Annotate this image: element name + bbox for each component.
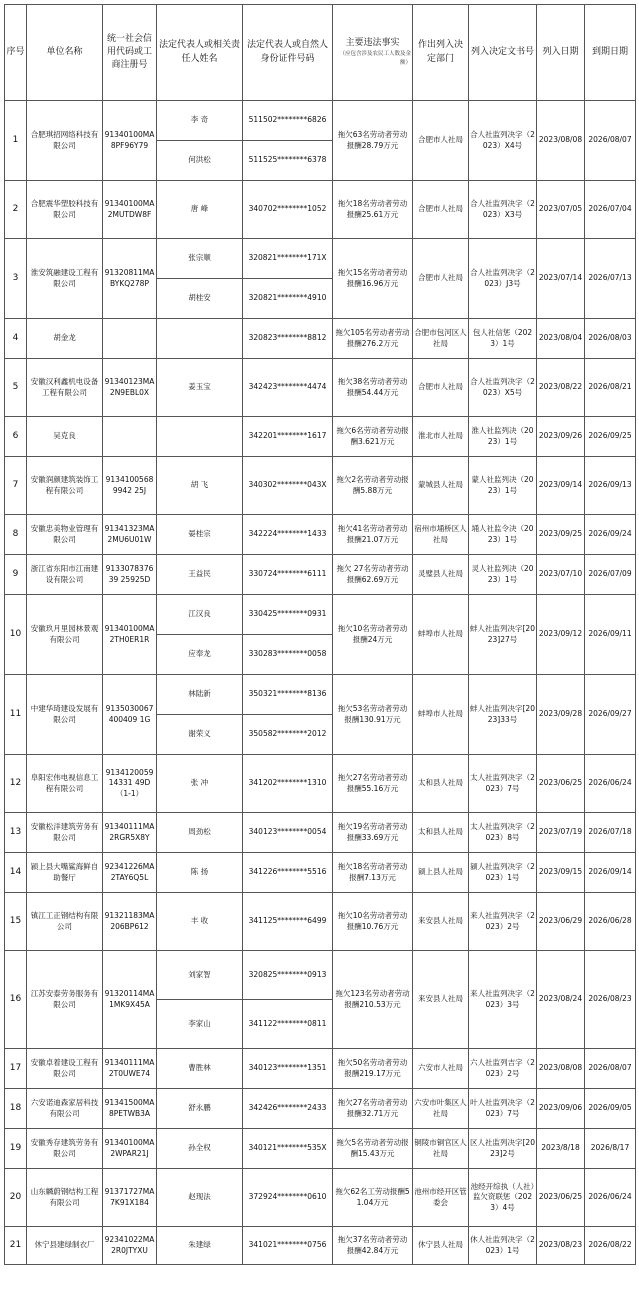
- table-row: [5, 675, 636, 715]
- person-name-cell: 胡桂安: [157, 279, 243, 319]
- person-name-cell: 谢荣义: [157, 715, 243, 755]
- listing-date-cell: 2023/08/08: [537, 1049, 585, 1089]
- id-number-cell: 342201********1617: [243, 417, 333, 457]
- listing-date-cell: 2023/06/25: [537, 755, 585, 813]
- id-number-cell: 341202********1310: [243, 755, 333, 813]
- seq-cell: 18: [5, 1089, 27, 1129]
- person-name-cell: 李家山: [157, 1000, 243, 1049]
- person-name-cell: 陈 扬: [157, 853, 243, 893]
- department-cell: 六安市人社局: [413, 1049, 469, 1089]
- violation-facts-cell: 拖欠15名劳动者劳动报酬16.96万元: [333, 239, 413, 319]
- table-row: [5, 101, 636, 141]
- credit-code-cell: 913307837639 25925D: [103, 555, 157, 595]
- header-facts: [333, 5, 413, 101]
- seq-cell: 19: [5, 1129, 27, 1169]
- credit-code-cell: 91341323MA2MU6U01W: [103, 515, 157, 555]
- header-person: 法定代表人或相关责任人姓名: [157, 5, 243, 101]
- person-name-cell: 刘家智: [157, 951, 243, 1000]
- violation-facts-cell: 拖欠18名劳动者劳动报酬25.61万元: [333, 181, 413, 239]
- header-unit: 单位名称: [27, 5, 103, 101]
- violation-facts-cell: 拖欠41名劳动者劳动报酬21.07万元: [333, 515, 413, 555]
- expiry-date-cell: 2026/09/05: [585, 1089, 636, 1129]
- person-name-cell: 张宗顺: [157, 239, 243, 279]
- listing-date-cell: 2023/09/06: [537, 1089, 585, 1129]
- violation-facts-cell: 拖欠10名劳动者劳动报酬10.76万元: [333, 893, 413, 951]
- listing-date-cell: 2023/8/18: [537, 1129, 585, 1169]
- table-row: [5, 515, 636, 555]
- expiry-date-cell: 2026/09/25: [585, 417, 636, 457]
- department-cell: 合肥市人社局: [413, 181, 469, 239]
- id-number-cell: 320821********4910: [243, 279, 333, 319]
- expiry-date-cell: 2026/07/18: [585, 813, 636, 853]
- person-name-cell: [157, 417, 243, 457]
- listing-date-cell: 2023/08/22: [537, 359, 585, 417]
- credit-code-cell: [103, 319, 157, 359]
- expiry-date-cell: 2026/09/24: [585, 515, 636, 555]
- expiry-date-cell: 2026/06/24: [585, 1169, 636, 1227]
- department-cell: 宿州市埇桥区人社局: [413, 515, 469, 555]
- header-id: 法定代表人或自然人身份证件号码: [243, 5, 333, 101]
- unit-name-cell: 六安诺迪森家居科技有限公司: [27, 1089, 103, 1129]
- document-number-cell: 区人社监列决字[2023]2号: [469, 1129, 537, 1169]
- unit-name-cell: 镇江工正钢结构有限公司: [27, 893, 103, 951]
- id-number-cell: 330724********6111: [243, 555, 333, 595]
- violation-facts-cell: 拖欠105名劳动者劳动报酬276.2万元: [333, 319, 413, 359]
- person-name-cell: 应奉龙: [157, 635, 243, 675]
- department-cell: 合肥市包河区人社局: [413, 319, 469, 359]
- credit-code-cell: 91340123MA2N9EBL0X: [103, 359, 157, 417]
- id-number-cell: 330425********0931: [243, 595, 333, 635]
- seq-cell: 20: [5, 1169, 27, 1227]
- listing-date-cell: 2023/06/25: [537, 1169, 585, 1227]
- table-row: [5, 319, 636, 359]
- person-name-cell: 林陆新: [157, 675, 243, 715]
- id-number-cell: 372924********0610: [243, 1169, 333, 1227]
- listing-date-cell: 2023/09/28: [537, 675, 585, 755]
- credit-code-cell: 91340111MA2RGR5X8Y: [103, 813, 157, 853]
- violation-facts-cell: 拖欠63名劳动者劳动报酬28.79万元: [333, 101, 413, 181]
- document-number-cell: 池经开综执（人社）监欠资联惩（2023）4号: [469, 1169, 537, 1227]
- table-row: [5, 951, 636, 1000]
- document-number-cell: 来人社监列决字（2023）2号: [469, 893, 537, 951]
- table-row: [5, 595, 636, 635]
- blacklist-table: [4, 4, 636, 1265]
- table-row: [5, 239, 636, 279]
- table-row: [5, 893, 636, 951]
- credit-code-cell: 91371727MA7K91X184: [103, 1169, 157, 1227]
- table-row: [5, 813, 636, 853]
- document-number-cell: 蒙人社监列决（2023）1号: [469, 457, 537, 515]
- id-number-cell: 340123********1351: [243, 1049, 333, 1089]
- expiry-date-cell: 2026/08/23: [585, 951, 636, 1049]
- expiry-date-cell: 2026/08/07: [585, 101, 636, 181]
- seq-cell: 13: [5, 813, 27, 853]
- expiry-date-cell: 2026/08/07: [585, 1049, 636, 1089]
- unit-name-cell: 安徽忠美物业管理有限公司: [27, 515, 103, 555]
- document-number-cell: 太人社监列决字（2023）8号: [469, 813, 537, 853]
- id-number-cell: 350582********2012: [243, 715, 333, 755]
- listing-date-cell: 2023/09/15: [537, 853, 585, 893]
- credit-code-cell: 92341226MA2TAY6Q5L: [103, 853, 157, 893]
- document-number-cell: 合人社监列决字（2023）X5号: [469, 359, 537, 417]
- person-name-cell: 江汉良: [157, 595, 243, 635]
- seq-cell: 17: [5, 1049, 27, 1089]
- id-number-cell: 320823********8812: [243, 319, 333, 359]
- credit-code-cell: 91340100MA2TH0ER1R: [103, 595, 157, 675]
- violation-facts-cell: 拖欠5名劳动者劳动报酬15.43万元: [333, 1129, 413, 1169]
- credit-code-cell: 913412005914331 49D（1-1）: [103, 755, 157, 813]
- header-row: [5, 5, 636, 101]
- violation-facts-cell: 拖欠6名劳动者劳动报酬3.621万元: [333, 417, 413, 457]
- credit-code-cell: 91340100MA8PF96Y79: [103, 101, 157, 181]
- credit-code-cell: 9135030067400409 1G: [103, 675, 157, 755]
- listing-date-cell: 2023/09/26: [537, 417, 585, 457]
- seq-cell: 15: [5, 893, 27, 951]
- id-number-cell: 340302********043X: [243, 457, 333, 515]
- unit-name-cell: 安徽松洋建筑劳务有限公司: [27, 813, 103, 853]
- document-number-cell: 蚌人社监列决字[2023]33号: [469, 675, 537, 755]
- unit-name-cell: 淮安筑融建设工程有限公司: [27, 239, 103, 319]
- seq-cell: 12: [5, 755, 27, 813]
- department-cell: 池州市经开区管委会: [413, 1169, 469, 1227]
- person-name-cell: 周劲松: [157, 813, 243, 853]
- person-name-cell: 丰 收: [157, 893, 243, 951]
- department-cell: 铜陵市铜官区人社局: [413, 1129, 469, 1169]
- violation-facts-cell: 拖欠50名劳动者劳动报酬219.17万元: [333, 1049, 413, 1089]
- table-row: [5, 417, 636, 457]
- credit-code-cell: 91341005689942 25J: [103, 457, 157, 515]
- table-row: [5, 1049, 636, 1089]
- violation-facts-cell: 拖欠18名劳动者劳动报酬7.13万元: [333, 853, 413, 893]
- document-number-cell: 埇人社监令决（2023）1号: [469, 515, 537, 555]
- seq-cell: 4: [5, 319, 27, 359]
- violation-facts-cell: 拖欠27名劳动者劳动报酬32.71万元: [333, 1089, 413, 1129]
- table-body: [5, 101, 636, 1265]
- department-cell: 合肥市人社局: [413, 239, 469, 319]
- expiry-date-cell: 2026/08/22: [585, 1227, 636, 1265]
- person-name-cell: 姜玉宝: [157, 359, 243, 417]
- document-number-cell: 六人社监列吉字（2023）2号: [469, 1049, 537, 1089]
- table-row: [5, 181, 636, 239]
- document-number-cell: 淮人社监列决（2023）1号: [469, 417, 537, 457]
- department-cell: 休宁县人社局: [413, 1227, 469, 1265]
- credit-code-cell: [103, 417, 157, 457]
- person-name-cell: 舒永鹏: [157, 1089, 243, 1129]
- violation-facts-cell: 拖欠19名劳动者劳动报酬33.69万元: [333, 813, 413, 853]
- person-name-cell: 赵现法: [157, 1169, 243, 1227]
- listing-date-cell: 2023/09/14: [537, 457, 585, 515]
- credit-code-cell: 92341022MA2R0JTYXU: [103, 1227, 157, 1265]
- department-cell: 蒙城县人社局: [413, 457, 469, 515]
- unit-name-cell: 安徽润颜建筑装饰工程有限公司: [27, 457, 103, 515]
- table-row: [5, 1129, 636, 1169]
- unit-name-cell: 阜阳宏伟电视信息工程有限公司: [27, 755, 103, 813]
- department-cell: 合肥市人社局: [413, 359, 469, 417]
- person-name-cell: [157, 319, 243, 359]
- listing-date-cell: 2023/07/19: [537, 813, 585, 853]
- table-row: [5, 755, 636, 813]
- id-number-cell: 342224********1433: [243, 515, 333, 555]
- unit-name-cell: 合肥震华塑胶科技有限公司: [27, 181, 103, 239]
- unit-name-cell: 浙江省东阳市江南建设有限公司: [27, 555, 103, 595]
- document-number-cell: 灵人社监列决（2023）1号: [469, 555, 537, 595]
- department-cell: 淮北市人社局: [413, 417, 469, 457]
- document-number-cell: 休人社监列决字（2023）1号: [469, 1227, 537, 1265]
- violation-facts-cell: 拖欠37名劳动者劳动报酬42.84万元: [333, 1227, 413, 1265]
- person-name-cell: 张 冲: [157, 755, 243, 813]
- department-cell: 蚌埠市人社局: [413, 675, 469, 755]
- unit-name-cell: 安徽卓着建设工程有限公司: [27, 1049, 103, 1089]
- table-row: [5, 359, 636, 417]
- violation-facts-cell: 拖欠 27名劳动者劳动报酬62.69万元: [333, 555, 413, 595]
- unit-name-cell: 颍上县大嘴鲨海鲜自助餐厅: [27, 853, 103, 893]
- department-cell: 蚌埠市人社局: [413, 595, 469, 675]
- listing-date-cell: 2023/08/24: [537, 951, 585, 1049]
- unit-name-cell: 合肥琪招网络科技有限公司: [27, 101, 103, 181]
- violation-facts-cell: 拖欠123名劳动者劳动报酬210.53万元: [333, 951, 413, 1049]
- person-name-cell: 孙全权: [157, 1129, 243, 1169]
- header-facts-label: 主要违法事实: [345, 38, 400, 49]
- seq-cell: 11: [5, 675, 27, 755]
- listing-date-cell: 2023/07/14: [537, 239, 585, 319]
- table-row: [5, 457, 636, 515]
- credit-code-cell: 91341500MA8PETWB3A: [103, 1089, 157, 1129]
- id-number-cell: 341122********0811: [243, 1000, 333, 1049]
- document-number-cell: 太人社监列决字（2023）7号: [469, 755, 537, 813]
- table-row: [5, 1089, 636, 1129]
- unit-name-cell: 休宁县建绿制衣厂: [27, 1227, 103, 1265]
- violation-facts-cell: 拖欠62名工劳动报酬51.04万元: [333, 1169, 413, 1227]
- id-number-cell: 511525********6378: [243, 141, 333, 181]
- violation-facts-cell: 拖欠53名劳动者劳动报酬130.91万元: [333, 675, 413, 755]
- department-cell: 颍上县人社局: [413, 853, 469, 893]
- expiry-date-cell: 2026/07/13: [585, 239, 636, 319]
- seq-cell: 10: [5, 595, 27, 675]
- person-name-cell: 何洪松: [157, 141, 243, 181]
- table-row: [5, 555, 636, 595]
- person-name-cell: 晏桂宗: [157, 515, 243, 555]
- violation-facts-cell: 拖欠2名劳动者劳动报酬5.88万元: [333, 457, 413, 515]
- id-number-cell: 341125********6499: [243, 893, 333, 951]
- unit-name-cell: 胡金龙: [27, 319, 103, 359]
- listing-date-cell: 2023/08/08: [537, 101, 585, 181]
- unit-name-cell: 山东麟蔚钢结构工程有限公司: [27, 1169, 103, 1227]
- expiry-date-cell: 2026/06/24: [585, 755, 636, 813]
- person-name-cell: 王益民: [157, 555, 243, 595]
- listing-date-cell: 2023/07/10: [537, 555, 585, 595]
- listing-date-cell: 2023/09/25: [537, 515, 585, 555]
- person-name-cell: 朱建绿: [157, 1227, 243, 1265]
- unit-name-cell: 安徽汉利鑫机电设备工程有限公司: [27, 359, 103, 417]
- unit-name-cell: 安徽秀存建筑劳务有限公司: [27, 1129, 103, 1169]
- table-row: [5, 1227, 636, 1265]
- seq-cell: 21: [5, 1227, 27, 1265]
- department-cell: 灵璧县人社局: [413, 555, 469, 595]
- id-number-cell: 350321********8136: [243, 675, 333, 715]
- listing-date-cell: 2023/08/04: [537, 319, 585, 359]
- listing-date-cell: 2023/06/29: [537, 893, 585, 951]
- id-number-cell: 340702********1052: [243, 181, 333, 239]
- department-cell: 合肥市人社局: [413, 101, 469, 181]
- seq-cell: 2: [5, 181, 27, 239]
- department-cell: 来安县人社局: [413, 893, 469, 951]
- expiry-date-cell: 2026/09/11: [585, 595, 636, 675]
- seq-cell: 9: [5, 555, 27, 595]
- id-number-cell: 340121********535X: [243, 1129, 333, 1169]
- id-number-cell: 320825********0913: [243, 951, 333, 1000]
- credit-code-cell: 91321183MA206BP612: [103, 893, 157, 951]
- header-doc: 列入决定文书号: [469, 5, 537, 101]
- seq-cell: 8: [5, 515, 27, 555]
- expiry-date-cell: 2026/07/04: [585, 181, 636, 239]
- expiry-date-cell: 2026/09/13: [585, 457, 636, 515]
- expiry-date-cell: 2026/09/27: [585, 675, 636, 755]
- unit-name-cell: 中建华琦建设发展有限公司: [27, 675, 103, 755]
- header-code: 统一社会信用代码或工商注册号: [103, 5, 157, 101]
- seq-cell: 5: [5, 359, 27, 417]
- document-number-cell: 合人社监列决字（2023）J3号: [469, 239, 537, 319]
- header-date-in: 列入日期: [537, 5, 585, 101]
- expiry-date-cell: 2026/08/21: [585, 359, 636, 417]
- id-number-cell: 341226********5516: [243, 853, 333, 893]
- seq-cell: 6: [5, 417, 27, 457]
- person-name-cell: 胡 飞: [157, 457, 243, 515]
- department-cell: 来安县人社局: [413, 951, 469, 1049]
- id-number-cell: 342426********2433: [243, 1089, 333, 1129]
- expiry-date-cell: 2026/08/03: [585, 319, 636, 359]
- expiry-date-cell: 2026/06/28: [585, 893, 636, 951]
- credit-code-cell: 91340111MA2T0UWE74: [103, 1049, 157, 1089]
- listing-date-cell: 2023/09/12: [537, 595, 585, 675]
- department-cell: 六安市叶集区人社局: [413, 1089, 469, 1129]
- header-dept: 作出列入决定部门: [413, 5, 469, 101]
- document-number-cell: 合人社监列决字（2023）X3号: [469, 181, 537, 239]
- id-number-cell: 330283********0058: [243, 635, 333, 675]
- table-row: [5, 853, 636, 893]
- credit-code-cell: 91340100MA2MUTDW8F: [103, 181, 157, 239]
- person-name-cell: 唐 峰: [157, 181, 243, 239]
- document-number-cell: 蚌人社监列决字[2023]27号: [469, 595, 537, 675]
- person-name-cell: 曹胜林: [157, 1049, 243, 1089]
- credit-code-cell: 91320114MA1MK9X45A: [103, 951, 157, 1049]
- document-number-cell: 叶人社监列决字（2023）7号: [469, 1089, 537, 1129]
- document-number-cell: 来人社监列决字（2023）3号: [469, 951, 537, 1049]
- header-facts-note: （应包含涉及农民工人数及金额）: [339, 51, 411, 67]
- id-number-cell: 320821********171X: [243, 239, 333, 279]
- document-number-cell: 颍人社监列决字（2023）1号: [469, 853, 537, 893]
- id-number-cell: 511502********6826: [243, 101, 333, 141]
- listing-date-cell: 2023/07/05: [537, 181, 585, 239]
- unit-name-cell: 安徽玖月里园林景观有限公司: [27, 595, 103, 675]
- credit-code-cell: 91340100MA2WPAR21J: [103, 1129, 157, 1169]
- expiry-date-cell: 2026/09/14: [585, 853, 636, 893]
- department-cell: 太和县人社局: [413, 813, 469, 853]
- seq-cell: 1: [5, 101, 27, 181]
- header-seq: 序号: [5, 5, 27, 101]
- expiry-date-cell: 2026/8/17: [585, 1129, 636, 1169]
- person-name-cell: 李 奇: [157, 101, 243, 141]
- department-cell: 太和县人社局: [413, 755, 469, 813]
- table-row: [5, 1169, 636, 1227]
- seq-cell: 14: [5, 853, 27, 893]
- seq-cell: 3: [5, 239, 27, 319]
- seq-cell: 7: [5, 457, 27, 515]
- unit-name-cell: 吴克良: [27, 417, 103, 457]
- blacklist-table-wrapper: [4, 4, 636, 1265]
- violation-facts-cell: 拖欠27名劳动者劳动报酬55.16万元: [333, 755, 413, 813]
- listing-date-cell: 2023/08/23: [537, 1227, 585, 1265]
- id-number-cell: 342423********4474: [243, 359, 333, 417]
- violation-facts-cell: 拖欠38名劳动者劳动报酬54.44万元: [333, 359, 413, 417]
- unit-name-cell: 江苏安泰劳务服务有限公司: [27, 951, 103, 1049]
- id-number-cell: 340123********0054: [243, 813, 333, 853]
- header-date-end: 到期日期: [585, 5, 636, 101]
- id-number-cell: 341021********0756: [243, 1227, 333, 1265]
- expiry-date-cell: 2026/07/09: [585, 555, 636, 595]
- seq-cell: 16: [5, 951, 27, 1049]
- document-number-cell: 合人社监列决字（2023）X4号: [469, 101, 537, 181]
- document-number-cell: 包人社信惩（2023）1号: [469, 319, 537, 359]
- credit-code-cell: 91320811MABYKQ278P: [103, 239, 157, 319]
- violation-facts-cell: 拖欠10名劳动者劳动报酬24万元: [333, 595, 413, 675]
